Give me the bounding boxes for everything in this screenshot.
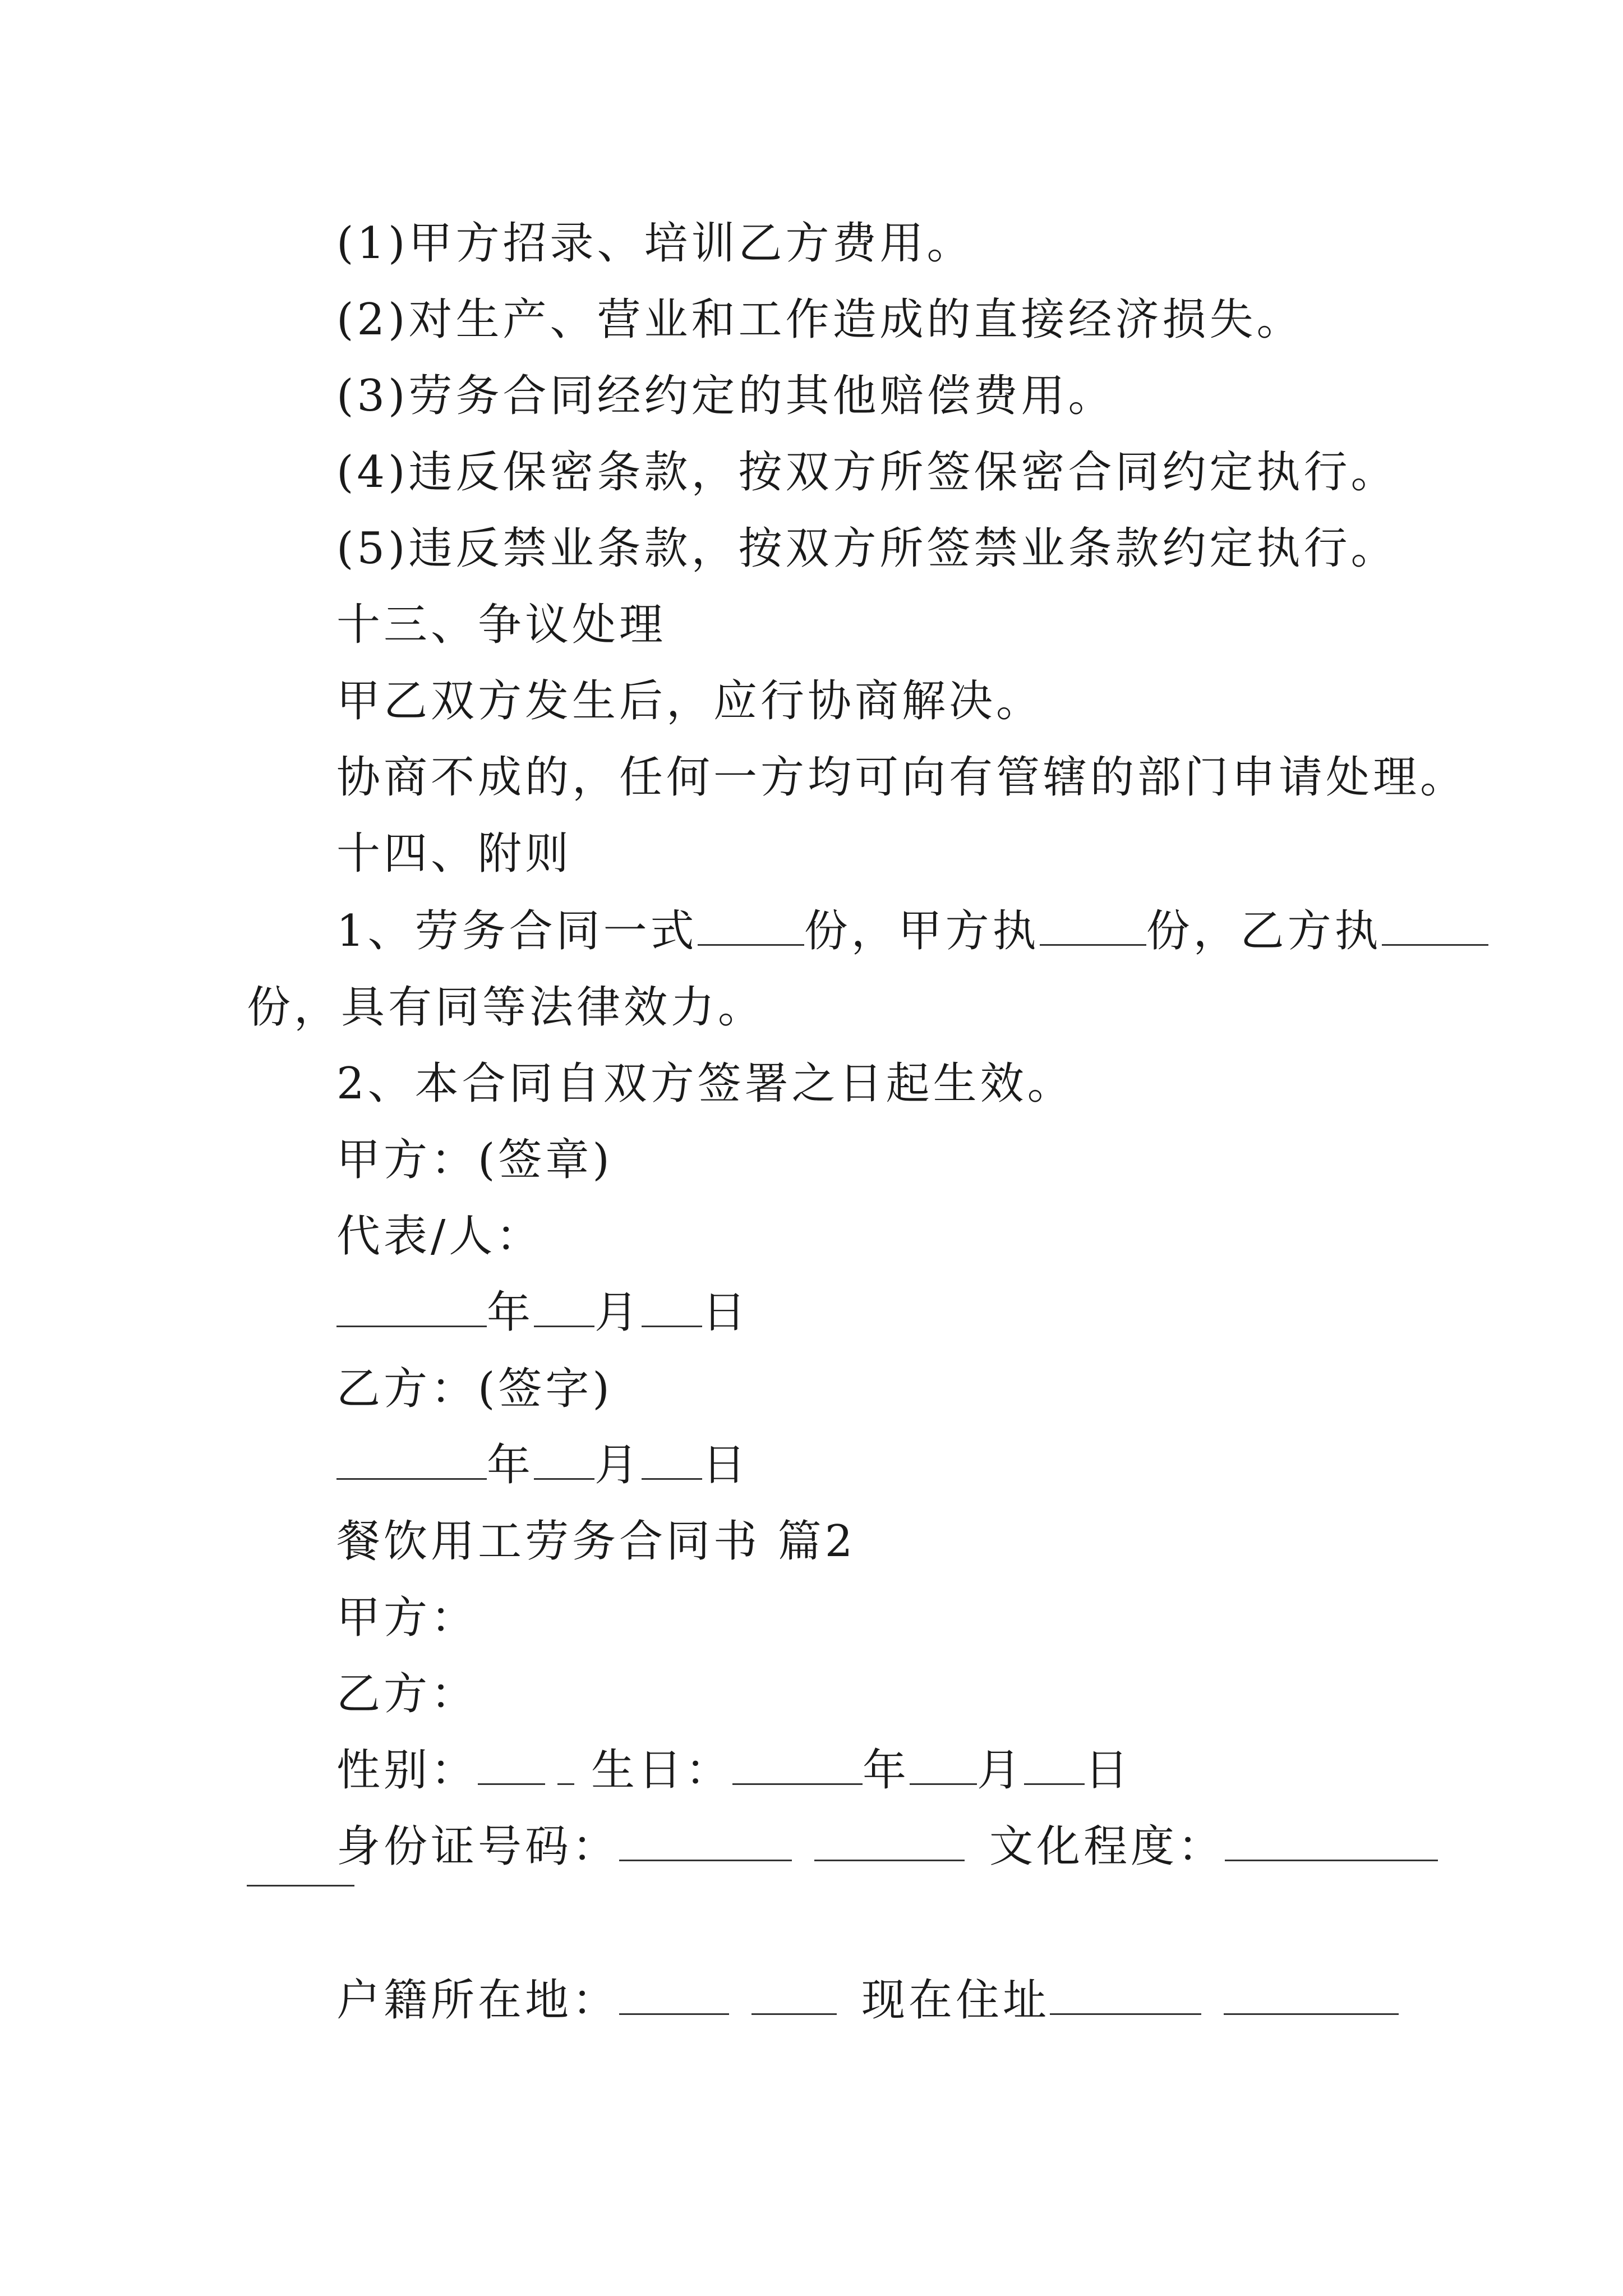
year-label: 年 [487,1287,534,1338]
clause-1: (1)甲方招录、培训乙方费用。 [336,218,974,269]
dispute-paragraph-2: 协商不成的，任何一方均可向有管辖的部门申请处理。 [336,752,1468,803]
current-address-blank-1 [1050,1976,1201,2015]
month-label: 月 [594,1440,642,1490]
gender-birthday-line [336,1742,1132,1798]
dispute-paragraph-1: 甲乙双方发生后，应行协商解决。 [336,676,1044,726]
copies-text-1: 1、劳务合同一式 [336,906,698,956]
representative-label: 代表/人： [336,1211,543,1262]
birth-day-label: 日 [1085,1745,1132,1796]
day-blank [642,1441,702,1480]
clause-3: (3)劳务合同经约定的其他赔偿费用。 [336,371,1115,421]
education-label: 文化程度： [989,1821,1225,1872]
household-register-blank-2 [751,1976,837,2015]
month-blank [534,1441,594,1480]
day-label: 日 [702,1287,750,1338]
year-blank [336,1289,487,1327]
birth-month-label: 月 [977,1745,1025,1796]
current-address-label: 现在住址 [861,1975,1050,2026]
day-blank [642,1289,702,1327]
birthday-label: 生日： [591,1745,733,1796]
year-blank [336,1441,487,1480]
id-number-blank-2 [814,1823,965,1861]
party-b-date-line [336,1437,749,1493]
gender-blank [478,1746,545,1785]
year-label: 年 [487,1440,534,1490]
residence-address-line [336,1972,1399,2028]
section-14-heading: 十四、附则 [336,829,573,879]
month-blank [534,1289,594,1327]
id-number-label: 身份证号码： [336,1821,620,1872]
party-a-label: 甲方： [336,1593,478,1643]
copies-party-b-blank [1382,907,1488,946]
gender-label: 性别： [336,1745,478,1796]
copies-clause-line-1 [336,903,1488,959]
month-label: 月 [594,1287,642,1338]
birth-year-blank [732,1746,863,1785]
household-register-label: 户籍所在地： [336,1975,620,2026]
day-label: 日 [702,1440,750,1490]
birth-year-label: 年 [863,1745,910,1796]
education-blank-continuation [247,1885,354,1887]
party-b-label: 乙方： [336,1669,478,1719]
section-13-heading: 十三、争议处理 [336,600,667,650]
education-blank [1225,1823,1438,1861]
effective-clause: 2、本合同自双方签署之日起生效。 [336,1059,1075,1109]
id-education-line [336,1819,1438,1875]
copies-text-3: 份，乙方执 [1146,906,1382,956]
birth-month-blank [910,1746,977,1785]
copies-clause-line-2: 份，具有同等法律效力。 [247,982,766,1033]
birth-day-blank [1024,1746,1085,1785]
party-a-signature-label: 甲方：(签章) [336,1135,613,1185]
clause-2: (2)对生产、营业和工作造成的直接经济损失。 [336,295,1304,345]
id-number-blank-1 [619,1823,792,1861]
clause-4: (4)违反保密条款，按双方所签保密合同约定执行。 [336,447,1398,498]
gender-blank-tail [557,1746,574,1785]
copies-party-a-blank [1040,907,1146,946]
contract-2-title: 餐饮用工劳务合同书 篇2 [336,1516,856,1567]
household-register-blank-1 [619,1976,729,2015]
copies-total-blank [698,907,804,946]
party-b-signature-label: 乙方：(签字) [336,1364,613,1414]
party-a-date-line [336,1285,749,1341]
current-address-blank-2 [1224,1976,1399,2015]
clause-5: (5)违反禁业条款，按双方所签禁业条款约定执行。 [336,523,1398,574]
copies-text-2: 份，甲方执 [804,906,1040,956]
